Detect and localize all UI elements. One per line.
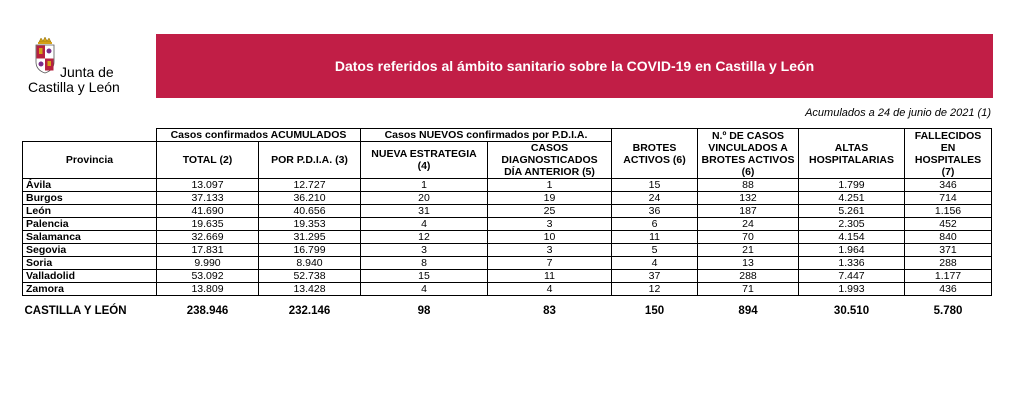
header-pdia: POR P.D.I.A. (3) <box>259 142 361 179</box>
cell-vinculados: 132 <box>698 192 799 205</box>
total-total: 238.946 <box>186 305 229 317</box>
header-provincia: Provincia <box>23 142 157 179</box>
header-vinculados: N.º DE CASOS VINCULADOS A BROTES ACTIVOS (6) <box>698 129 799 179</box>
cell-total: 13.809 <box>157 283 259 296</box>
cell-total: 13.097 <box>157 179 259 192</box>
total-pdia: 232.146 <box>288 305 331 317</box>
cell-fallecidos: 371 <box>905 244 992 257</box>
cell-brotes: 6 <box>612 218 698 231</box>
header-total: TOTAL (2) <box>157 142 259 179</box>
cell-provincia: Segovia <box>23 244 157 257</box>
cell-pdia: 36.210 <box>259 192 361 205</box>
cell-casos-dia: 3 <box>488 244 612 257</box>
table-row <box>23 231 992 244</box>
cell-altas: 4.154 <box>799 231 905 244</box>
group-header-acumulados: Casos confirmados ACUMULADOS <box>157 129 361 142</box>
cell-brotes: 4 <box>612 257 698 270</box>
cell-fallecidos: 288 <box>905 257 992 270</box>
cell-casos-dia: 10 <box>488 231 612 244</box>
table-row <box>23 244 992 257</box>
cell-provincia: Burgos <box>23 192 157 205</box>
cell-casos-dia: 11 <box>488 270 612 283</box>
cell-altas: 1.336 <box>799 257 905 270</box>
cell-altas: 1.993 <box>799 283 905 296</box>
total-casos-dia: 83 <box>543 305 556 317</box>
total-vinculados: 894 <box>738 305 758 317</box>
cell-provincia: León <box>23 205 157 218</box>
cell-provincia: Zamora <box>23 283 157 296</box>
cell-casos-dia: 19 <box>488 192 612 205</box>
title-banner <box>156 34 993 98</box>
cell-altas: 2.305 <box>799 218 905 231</box>
cell-brotes: 12 <box>612 283 698 296</box>
cell-altas: 5.261 <box>799 205 905 218</box>
cell-fallecidos: 452 <box>905 218 992 231</box>
junta-logo <box>20 36 150 98</box>
cell-nueva: 8 <box>361 257 488 270</box>
header-brotes: BROTES ACTIVOS (6) <box>612 129 698 179</box>
cell-vinculados: 70 <box>698 231 799 244</box>
cell-pdia: 8.940 <box>259 257 361 270</box>
cell-casos-dia: 4 <box>488 283 612 296</box>
cell-vinculados: 13 <box>698 257 799 270</box>
header-casos-dia: CASOS DIAGNOSTICADOS DÍA ANTERIOR (5) <box>488 142 612 179</box>
cell-fallecidos: 346 <box>905 179 992 192</box>
cell-total: 41.690 <box>157 205 259 218</box>
cell-total: 32.669 <box>157 231 259 244</box>
cell-brotes: 36 <box>612 205 698 218</box>
table-row <box>23 192 992 205</box>
cell-casos-dia: 7 <box>488 257 612 270</box>
total-nueva: 98 <box>417 305 431 317</box>
coat-of-arms-icon <box>32 36 58 80</box>
cell-provincia: Soria <box>23 257 157 270</box>
cell-total: 19.635 <box>157 218 259 231</box>
cell-casos-dia: 25 <box>488 205 612 218</box>
total-brotes: 150 <box>644 305 665 317</box>
table-row <box>23 179 992 192</box>
cell-provincia: Salamanca <box>23 231 157 244</box>
cell-pdia: 16.799 <box>259 244 361 257</box>
header-fallecidos: FALLECIDOS EN HOSPITALES (7) <box>905 129 992 179</box>
cell-altas: 1.964 <box>799 244 905 257</box>
cell-nueva: 4 <box>361 283 488 296</box>
cell-pdia: 31.295 <box>259 231 361 244</box>
cell-pdia: 19.353 <box>259 218 361 231</box>
cell-provincia: Ávila <box>23 179 157 192</box>
cell-total: 9.990 <box>157 257 259 270</box>
brand-line-1: Junta de <box>60 64 114 80</box>
table-row <box>23 205 992 218</box>
total-provincia: CASTILLA Y LEÓN <box>24 305 127 317</box>
cell-nueva: 31 <box>361 205 488 218</box>
total-altas: 30.510 <box>833 305 870 317</box>
cell-fallecidos: 1.177 <box>905 270 992 283</box>
cell-vinculados: 24 <box>698 218 799 231</box>
cell-brotes: 11 <box>612 231 698 244</box>
cell-pdia: 40.656 <box>259 205 361 218</box>
cell-nueva: 3 <box>361 244 488 257</box>
cell-provincia: Palencia <box>23 218 157 231</box>
cell-nueva: 1 <box>361 179 488 192</box>
cell-total: 37.133 <box>157 192 259 205</box>
table-row <box>23 257 992 270</box>
cell-vinculados: 88 <box>698 179 799 192</box>
cell-casos-dia: 1 <box>488 179 612 192</box>
total-row <box>23 296 992 323</box>
cell-provincia: Valladolid <box>23 270 157 283</box>
cell-altas: 7.447 <box>799 270 905 283</box>
table-row <box>23 218 992 231</box>
cell-vinculados: 288 <box>698 270 799 283</box>
group-header-nuevos: Casos NUEVOS confirmados por P.D.I.A. <box>361 129 612 142</box>
dateline: Acumulados a 24 de junio de 2021 (1) <box>805 107 991 119</box>
header-altas: ALTAS HOSPITALARIAS <box>799 129 905 179</box>
cell-altas: 4.251 <box>799 192 905 205</box>
cell-pdia: 52.738 <box>259 270 361 283</box>
cell-total: 17.831 <box>157 244 259 257</box>
cell-brotes: 24 <box>612 192 698 205</box>
cell-altas: 1.799 <box>799 179 905 192</box>
cell-pdia: 13.428 <box>259 283 361 296</box>
cell-fallecidos: 1.156 <box>905 205 992 218</box>
cell-total: 53.092 <box>157 270 259 283</box>
brand-line-2: Castilla y León <box>28 79 120 95</box>
cell-fallecidos: 840 <box>905 231 992 244</box>
cell-fallecidos: 714 <box>905 192 992 205</box>
covid-data-table <box>22 128 992 322</box>
cell-brotes: 37 <box>612 270 698 283</box>
cell-vinculados: 21 <box>698 244 799 257</box>
page-title: Datos referidos al ámbito sanitario sobre la COVID-19 en Castilla y León <box>334 58 815 74</box>
total-fallecidos: 5.780 <box>933 305 963 317</box>
table-row <box>23 270 992 283</box>
cell-nueva: 20 <box>361 192 488 205</box>
cell-fallecidos: 436 <box>905 283 992 296</box>
cell-brotes: 5 <box>612 244 698 257</box>
cell-nueva: 15 <box>361 270 488 283</box>
cell-vinculados: 71 <box>698 283 799 296</box>
cell-nueva: 12 <box>361 231 488 244</box>
table-row <box>23 283 992 296</box>
header-nueva: NUEVA ESTRATEGIA (4) <box>361 142 488 179</box>
cell-casos-dia: 3 <box>488 218 612 231</box>
cell-nueva: 4 <box>361 218 488 231</box>
cell-pdia: 12.727 <box>259 179 361 192</box>
blank-corner <box>23 129 157 142</box>
cell-brotes: 15 <box>612 179 698 192</box>
cell-vinculados: 187 <box>698 205 799 218</box>
